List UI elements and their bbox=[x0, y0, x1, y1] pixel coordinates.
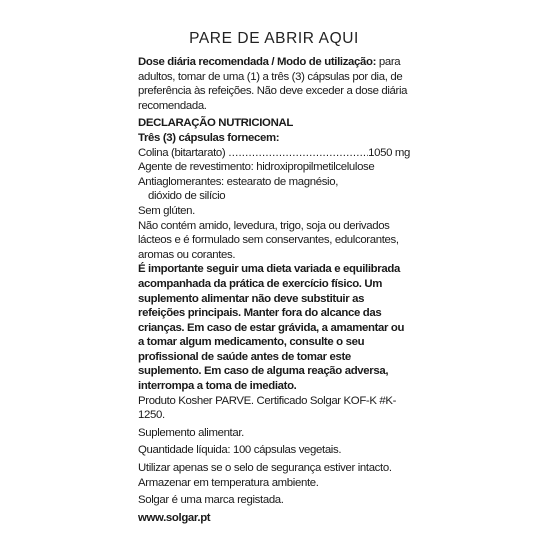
net-quantity: Quantidade líquida: 100 cápsulas vegetais. bbox=[138, 444, 342, 457]
nutrition-row-choline bbox=[138, 146, 410, 161]
open-here-heading: PARE DE ABRIR AQUI bbox=[189, 30, 359, 47]
coating-agent: Agente de revestimento: hidroxipropilmetilcelulose bbox=[138, 161, 375, 174]
seal-notice: Utilizar apenas se o selo de segurança estiver intacto. bbox=[138, 462, 392, 475]
dot-leader bbox=[225, 146, 368, 161]
nutrition-subtitle: Três (3) cápsulas fornecem: bbox=[138, 131, 280, 144]
anticaking-line-2: dióxido de silício bbox=[148, 190, 226, 203]
nutrition-item-name: Colina (bitartarato) bbox=[138, 146, 226, 159]
dose-text: para adultos, tomar de uma (1) a três (3) cápsulas por dia, de preferência às refeições. Não deve exceder a dose diária recomendada. bbox=[138, 56, 408, 112]
warning-paragraph: É importante seguir uma dieta variada e equilibrada acompanhada da prática de exercício físico. Um suplemento alimentar não deve substituir as refeições principais. Manter fora do alcance das crianças. Em caso de estar grávida, a amamentar ou a tomar algum medicamento, consulte o seu profissional de saúde antes de tomar este suplemento. Em caso de alguma reação adversa, interrompa a toma de imediato. bbox=[138, 263, 405, 393]
anticaking-line-1: Antiaglomerantes: estearato de magnésio, bbox=[138, 175, 339, 188]
trademark-notice: Solgar é uma marca registada. bbox=[138, 494, 284, 507]
storage-notice: Armazenar em temperatura ambiente. bbox=[138, 476, 319, 489]
website-link[interactable]: www.solgar.pt bbox=[138, 511, 211, 524]
nutrition-item-value: 1050 mg bbox=[368, 146, 410, 159]
gluten-free: Sem glúten. bbox=[138, 204, 195, 217]
kosher-info: Produto Kosher PARVE. Certificado Solgar KOF-K #K-1250. bbox=[138, 394, 397, 422]
nutrition-title: DECLARAÇÃO NUTRICIONAL bbox=[138, 117, 293, 130]
dose-paragraph bbox=[138, 55, 410, 113]
supplement-label bbox=[138, 30, 410, 525]
dose-label: Dose diária recomendada / Modo de utilização: bbox=[138, 56, 377, 68]
supplement-type: Suplemento alimentar. bbox=[138, 426, 244, 439]
free-from-statement: Não contém amido, levedura, trigo, soja ou derivados lácteos e é formulado sem conservantes, edulcorantes, aromas ou corantes. bbox=[138, 219, 399, 261]
